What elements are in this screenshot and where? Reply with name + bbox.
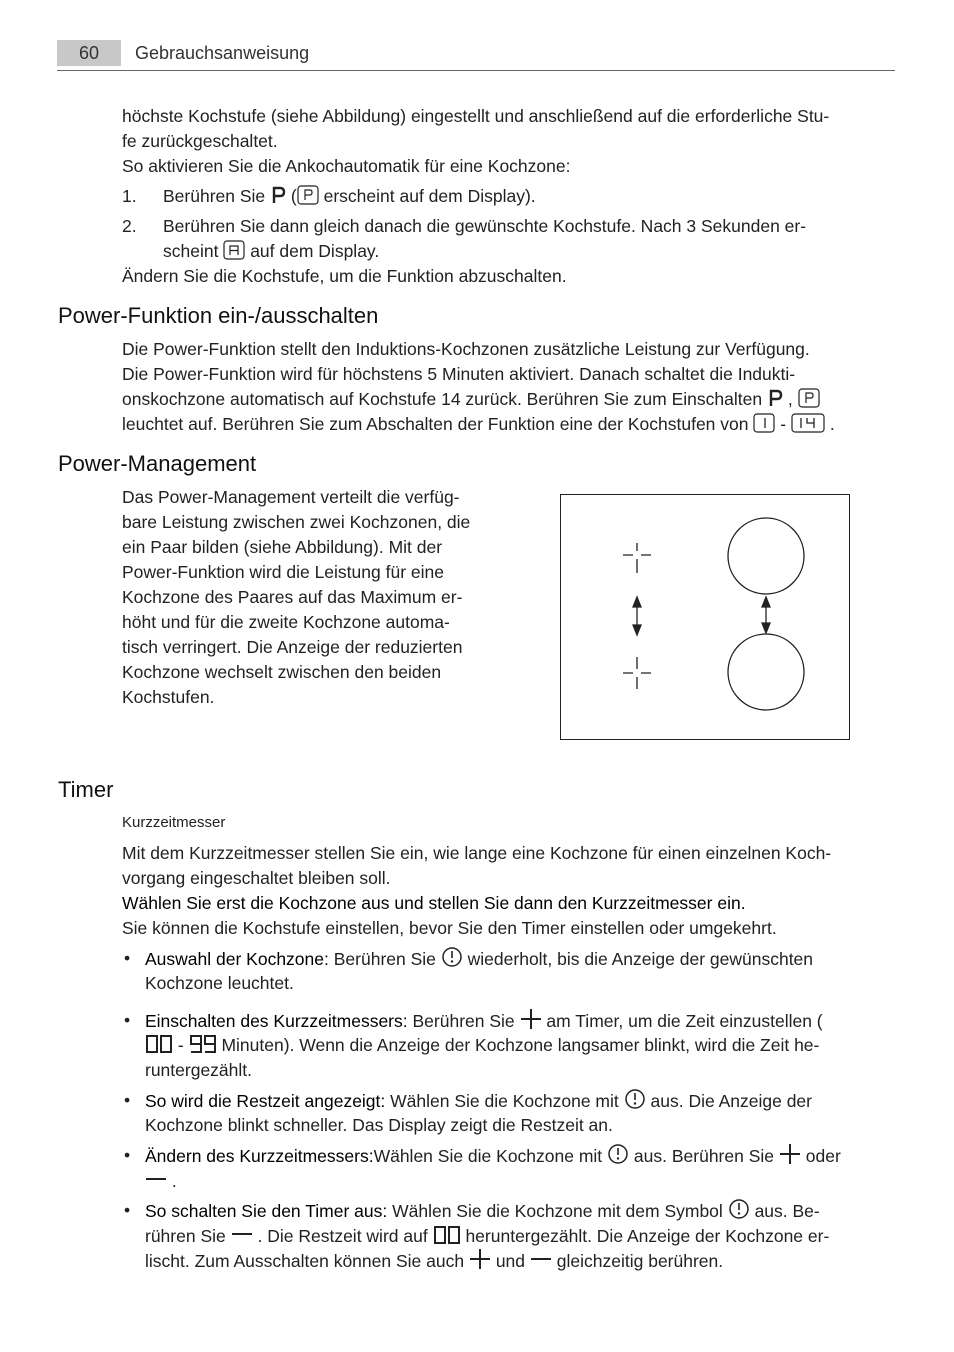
- bullet: •: [124, 1145, 131, 1165]
- bullet-3-cont: Kochzone blinkt schneller. Das Display zeigt die Restzeit an.: [145, 1115, 613, 1135]
- management-line: bare Leistung zwischen zwei Kochzonen, die: [122, 512, 471, 532]
- bullet-3: So wird die Restzeit angezeigt: Wählen Sie die Kochzone mit aus. Die Anzeige der: [145, 1088, 812, 1114]
- step-1: Berühren Sie ( erscheint auf dem Display).: [163, 186, 536, 206]
- power-line: Die Power-Funktion stellt den Induktions-Kochzonen zusätzliche Leistung zur Verfügung.: [122, 339, 810, 359]
- step-2: scheint auf dem Display.: [163, 241, 380, 261]
- display-00-icon: [145, 1034, 173, 1054]
- p-symbol-icon: [270, 185, 286, 205]
- management-line: Power-Funktion wird die Leistung für eine: [122, 562, 444, 582]
- bullet-4: Ändern des Kurzzeitmessers:Wählen Sie die Kochzone mit aus. Berühren Sie oder: [145, 1143, 841, 1169]
- bullet-2: Einschalten des Kurzzeitmessers: Berühren Sie am Timer, um die Zeit einzustellen (: [145, 1008, 823, 1034]
- timer-clock-icon: [728, 1198, 750, 1220]
- power-line-3: onskochzone automatisch auf Kochstufe 14 zurück. Berühren Sie zum Einschalten ,: [122, 387, 820, 412]
- management-line: Das Power-Management verteilt die verfüg-: [122, 487, 460, 507]
- display-1-icon: [753, 413, 775, 433]
- display-99-icon: [189, 1034, 217, 1054]
- bullet-5: So schalten Sie den Timer aus: Wählen Sie die Kochzone mit dem Symbol aus. Be-: [145, 1198, 820, 1224]
- management-line: Kochstufen.: [122, 687, 215, 707]
- minus-icon: [530, 1248, 552, 1270]
- p-symbol-icon: [767, 388, 783, 408]
- display-a-icon: [223, 240, 245, 260]
- bullet-1-cont: Kochzone leuchtet.: [145, 973, 294, 993]
- timer-line: Sie können die Kochstufe einstellen, bevor Sie den Timer einstellen oder umgekehrt.: [122, 918, 777, 938]
- timer-line: vorgang eingeschaltet bleiben soll.: [122, 868, 391, 888]
- management-line: tisch verringert. Die Anzeige der reduzierten: [122, 637, 463, 657]
- minus-icon: [231, 1223, 253, 1245]
- section-heading-management: Power-Management: [58, 451, 257, 476]
- management-line: ein Paar bilden (siehe Abbildung). Mit der: [122, 537, 443, 557]
- display-14-icon: [791, 413, 825, 433]
- timer-clock-icon: [624, 1088, 646, 1110]
- timer-clock-icon: [607, 1143, 629, 1165]
- timer-emphasis-line: Wählen Sie erst die Kochzone aus und stellen Sie dann den Kurzzeitmesser ein.: [122, 893, 746, 913]
- bullet-5-line-2: rühren Sie . Die Restzeit wird auf heruntergezählt. Die Anzeige der Kochzone er-: [145, 1223, 829, 1249]
- plus-icon: [469, 1248, 491, 1270]
- intro-line: höchste Kochstufe (siehe Abbildung) eingestellt und anschließend auf die erforderliche Stu-: [122, 106, 830, 126]
- bullet-2-line-2: - Minuten). Wenn die Anzeige der Kochzone langsamer blinkt, wird die Zeit he-: [145, 1033, 819, 1058]
- cooktop-diagram: [561, 495, 849, 739]
- bullet: •: [124, 1200, 131, 1220]
- bullet-5-line-3: lischt. Zum Ausschalten können Sie auch und gleichzeitig berühren.: [145, 1248, 723, 1274]
- bullet-2-cont: runtergezählt.: [145, 1060, 253, 1080]
- header-rule: [57, 70, 895, 71]
- bullet-1: Auswahl der Kochzone: Berühren Sie wiederholt, bis die Anzeige der gewünschten: [145, 946, 813, 972]
- display-p-icon: [798, 388, 820, 408]
- step-number: 2.: [122, 216, 137, 236]
- power-management-figure: [560, 494, 850, 740]
- page-number: 60: [57, 40, 121, 66]
- bullet: •: [124, 948, 131, 968]
- cooking-zone-bottom: [728, 634, 804, 710]
- intro-line: fe zurückgeschaltet.: [122, 131, 278, 151]
- bullet: •: [124, 1010, 131, 1030]
- timer-subheading: Kurzzeitmesser: [122, 814, 226, 831]
- power-line-4: leuchtet auf. Berühren Sie zum Abschalten der Funktion eine der Kochstufen von - .: [122, 414, 835, 434]
- intro-line: Ändern Sie die Kochstufe, um die Funktion abzuschalten.: [122, 266, 567, 286]
- timer-line: Mit dem Kurzzeitmesser stellen Sie ein, wie lange eine Kochzone für einen einzelnen Koch-: [122, 843, 832, 863]
- timer-clock-icon: [441, 946, 463, 968]
- bullet-4-cont: .: [145, 1168, 177, 1194]
- display-00-icon: [433, 1225, 461, 1245]
- display-p-icon: [297, 185, 319, 205]
- cooking-zone-top: [728, 518, 804, 594]
- step-2-line: Berühren Sie dann gleich danach die gewünschte Kochstufe. Nach 3 Sekunden er-: [163, 216, 807, 236]
- management-line: Kochzone wechselt zwischen den beiden: [122, 662, 442, 682]
- power-line: Die Power-Funktion wird für höchstens 5 Minuten aktiviert. Danach schaltet die Indukti-: [122, 364, 796, 384]
- step-number: 1.: [122, 186, 137, 206]
- minus-icon: [145, 1168, 167, 1190]
- display-segment-top: [623, 543, 651, 573]
- header-title: Gebrauchsanweisung: [135, 43, 310, 63]
- section-heading-power: Power-Funktion ein-/ausschalten: [58, 303, 379, 328]
- intro-line: So aktivieren Sie die Ankochautomatik für eine Kochzone:: [122, 156, 571, 176]
- bullet: •: [124, 1090, 131, 1110]
- plus-icon: [779, 1143, 801, 1165]
- display-segment-bottom: [623, 657, 651, 689]
- management-line: Kochzone des Paares auf das Maximum er-: [122, 587, 463, 607]
- plus-icon: [520, 1008, 542, 1030]
- management-line: höht und für die zweite Kochzone automa-: [122, 612, 450, 632]
- section-heading-timer: Timer: [58, 777, 114, 802]
